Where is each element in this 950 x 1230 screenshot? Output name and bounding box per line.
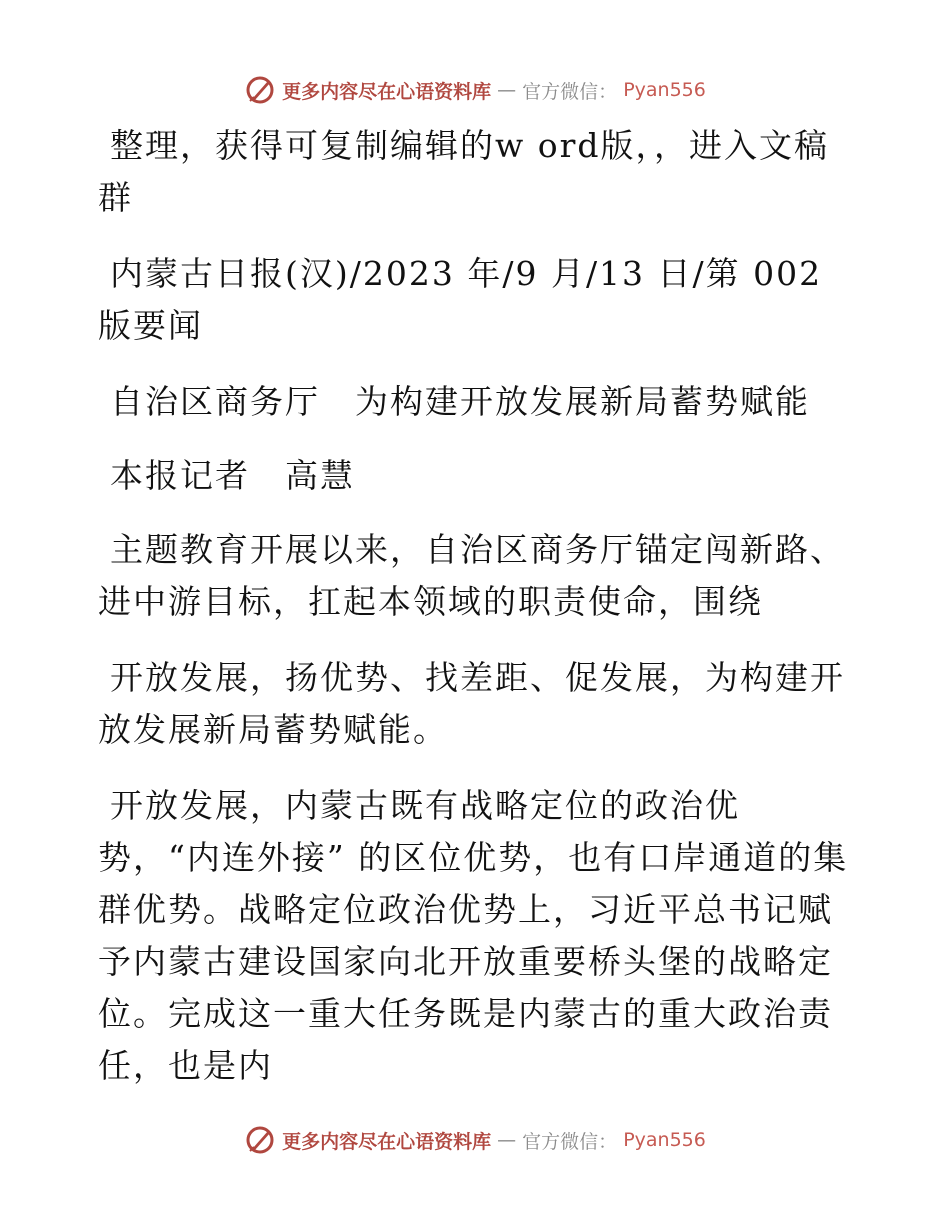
paragraph-body: 开放发展，内蒙古既有战略定位的政治优势，“内连外接” 的区位优势，也有口岸通道的集群优势。战略定位政治优势上，习近平总书记赋予内蒙古建设国家向北开放重要桥头堡的战略定位。完成这一重大任务既是内蒙古的重大政治责任，也是内 xyxy=(98,786,849,1085)
paragraph-body: 开放发展，扬优势、找差距、促发展，为构建开放发展新局蓄势赋能。 xyxy=(98,658,845,749)
banner-official-text: 官方微信： xyxy=(522,80,618,103)
paragraph-source: 内蒙古日报(汉)/2023 年/9 月/13 日/第 002 版要闻 xyxy=(98,254,823,345)
article-byline: 本报记者 高慧 xyxy=(110,456,355,495)
paragraph-intro: 整理，获得可复制编辑的w ord版，，进入文稿群 xyxy=(98,126,830,217)
top-watermark-banner xyxy=(0,70,950,110)
banner-official-text: 官方微信： xyxy=(522,1130,618,1153)
banner-dash: — xyxy=(497,79,517,101)
banner-brand-text: 更多内容尽在心语资料库 xyxy=(282,80,492,103)
quill-pen-logo-icon xyxy=(244,74,276,106)
banner-brand-text: 更多内容尽在心语资料库 xyxy=(282,1130,492,1153)
article-title: 自治区商务厅 为构建开放发展新局蓄势赋能 xyxy=(110,382,810,421)
document-body xyxy=(98,120,858,1116)
banner-dash: — xyxy=(497,1129,517,1151)
paragraph-body: 主题教育开展以来，自治区商务厅锚定闯新路、进中游目标，扛起本领域的职责使命，围绕 xyxy=(98,530,845,621)
quill-pen-logo-icon xyxy=(244,1124,276,1156)
banner-wechat-id: Pyan556 xyxy=(623,1129,706,1151)
banner-wechat-id: Pyan556 xyxy=(623,79,706,101)
bottom-watermark-banner xyxy=(0,1120,950,1160)
